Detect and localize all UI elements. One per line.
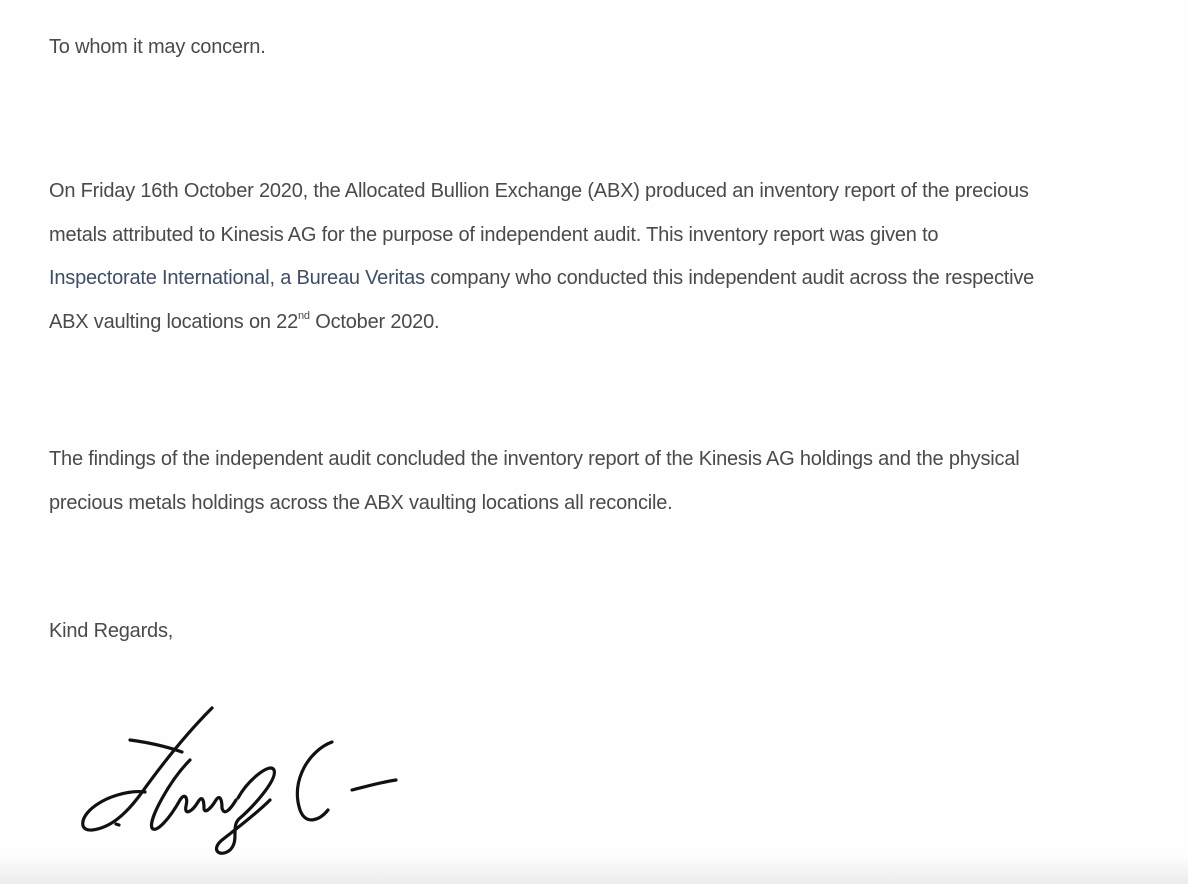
signature-stroke <box>297 742 332 820</box>
inspectorate-link-text: Inspectorate International, a Bureau Veritas <box>49 267 425 289</box>
signature-stroke <box>83 708 212 830</box>
salutation: To whom it may concern. <box>49 36 266 58</box>
signature-stroke <box>152 760 236 829</box>
closing: Kind Regards, <box>49 620 174 642</box>
bottom-shadow <box>0 854 1188 884</box>
paragraph-line: On Friday 16th October 2020, the Allocated Bullion Exchange (ABX) produced an inventory report of the precious <box>49 180 1029 202</box>
paragraph-line: precious metals holdings across the ABX vaulting locations all reconcile. <box>49 491 673 514</box>
paragraph-line-rest: company who conducted this independent audit across the respective <box>424 267 1035 289</box>
signature-stroke <box>116 824 119 825</box>
findings-paragraph <box>49 438 1159 525</box>
paragraph-line: The findings of the independent audit concluded the inventory report of the Kinesis AG holdings and the physical <box>49 448 1020 470</box>
signature-stroke <box>352 780 396 790</box>
ordinal-suffix: nd <box>298 309 310 322</box>
paragraph-line <box>49 301 1159 345</box>
date-prefix: ABX vaulting locations on 22 <box>49 310 299 333</box>
handwritten-signature <box>70 700 410 860</box>
date-suffix: October 2020. <box>309 310 440 333</box>
paragraph-line: metals attributed to Kinesis AG for the purpose of independent audit. This inventory report was given to <box>49 223 939 246</box>
audit-paragraph <box>49 170 1159 344</box>
paragraph-line <box>49 257 1159 301</box>
signature-stroke <box>130 740 182 752</box>
